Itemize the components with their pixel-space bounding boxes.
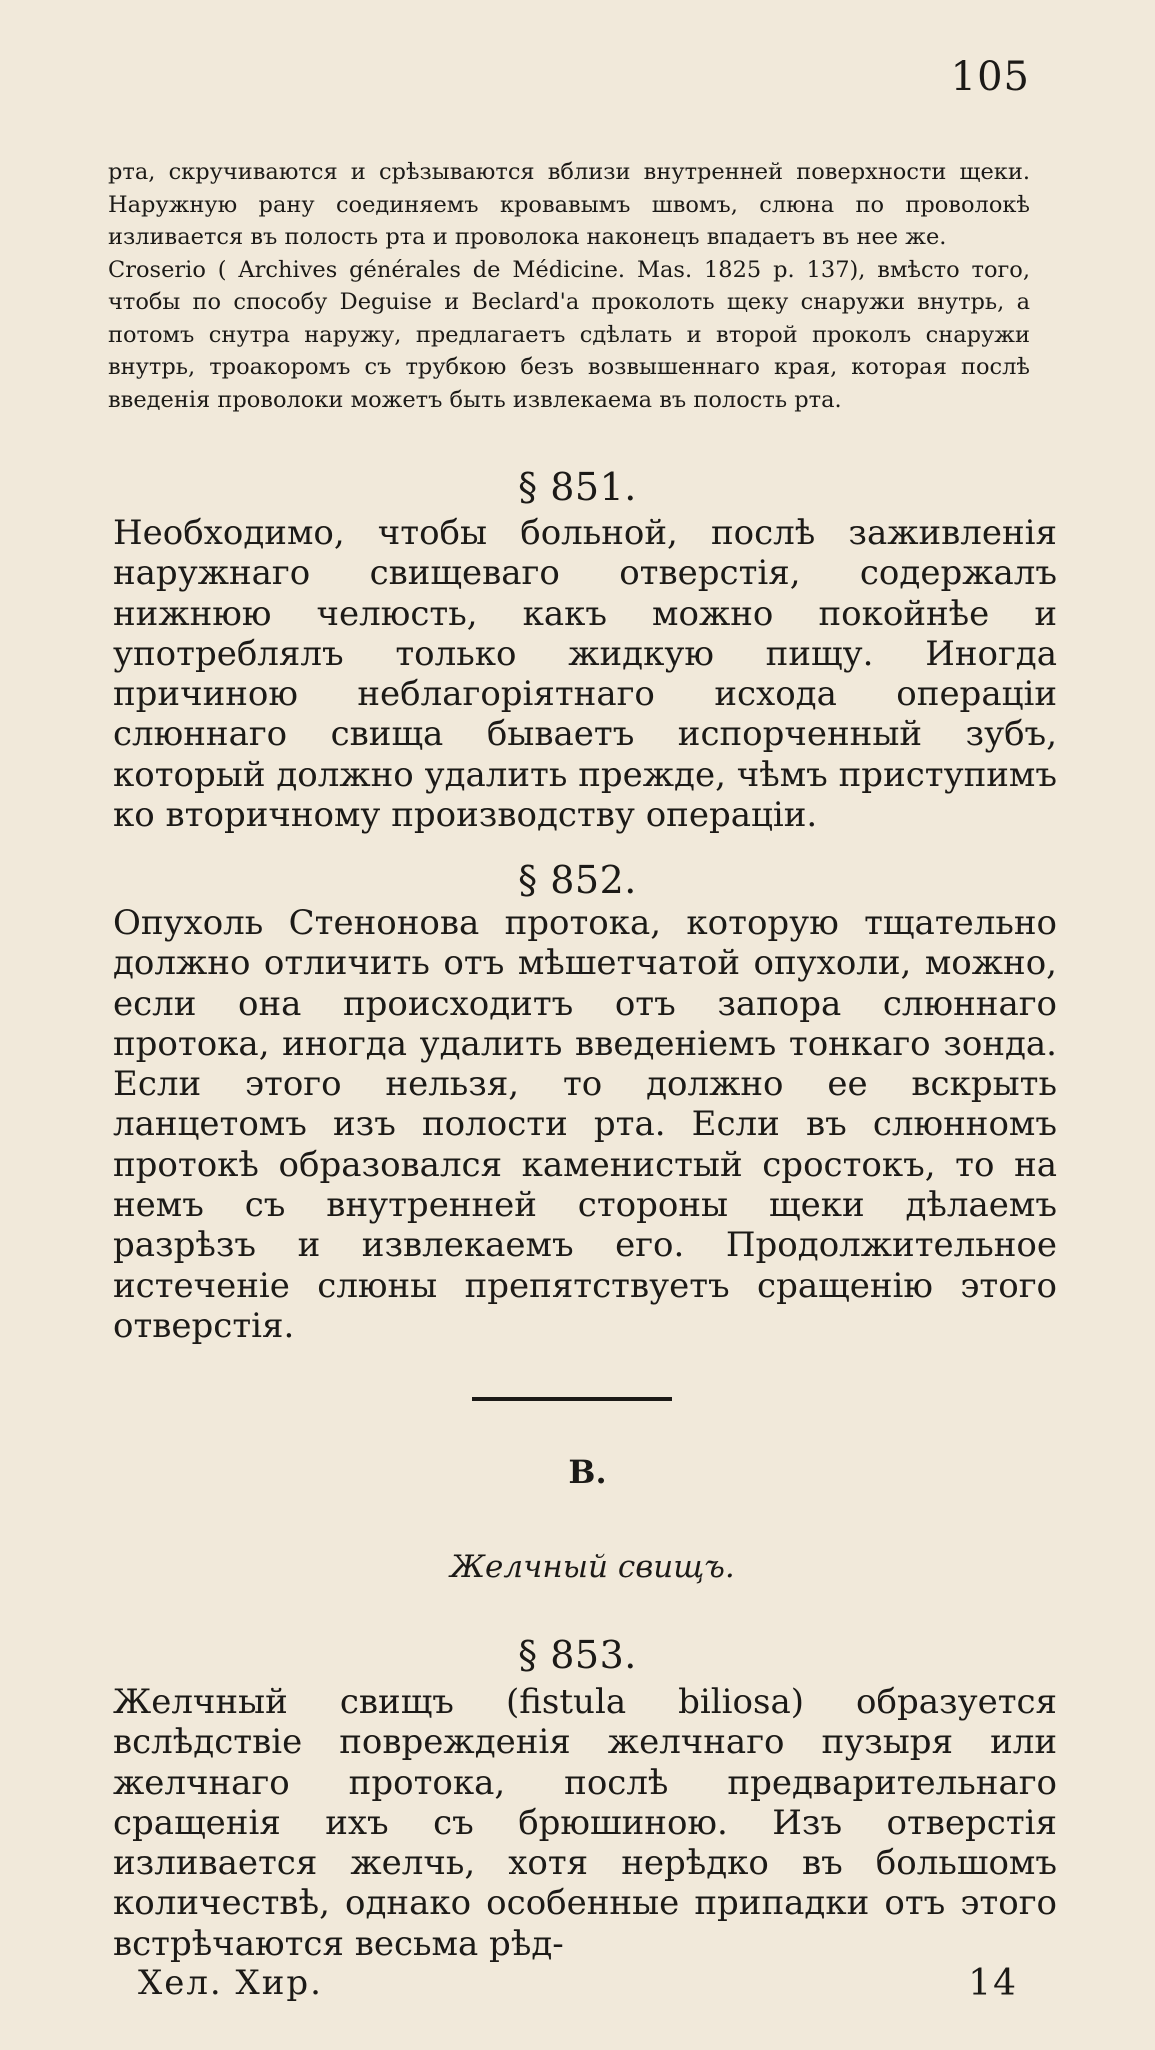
page-number: 105 xyxy=(950,54,1030,100)
subsection-letter: B. xyxy=(568,1453,607,1491)
section-heading-853: § 853. xyxy=(518,1633,637,1677)
footer-sheet-number: 14 xyxy=(968,1963,1018,2004)
footnote-block xyxy=(108,156,1030,416)
section-paragraph-853: Желчный свищъ (fistula biliosa) образуется вслѣдствіе поврежденія желчнаго пузыря или желчнаго протока, послѣ предварительнаго сращенія ихъ съ брюшиною. Изъ отверстія изливается желчь, хотя нерѣдко въ большомъ количествѣ, однако особенные припадки отъ этого встрѣчаются весьма рѣд- xyxy=(113,1682,1057,1964)
section-heading-851: § 851. xyxy=(518,465,637,509)
footnote-paragraph: рта, скручиваются и срѣзываются вблизи внутренней поверхности щеки. Наружную рану соединяемъ кровавымъ швомъ, слюна по проволокѣ изливается въ полость рта и проволока наконецъ впадаетъ въ нее же. xyxy=(108,159,1030,250)
footnote-paragraph: Croserio ( Archives générales de Médicine. Mas. 1825 p. 137), вмѣсто того, чтобы по способу Deguise и Beclard'а проколоть щеку снаружи внутрь, а потомъ снутра наружу, предлагаетъ сдѣлать и второй проколъ снаружи внутрь, троакоромъ съ трубкою безъ возвышеннаго края, которая послѣ введенія проволоки можетъ быть извлекаема въ полость рта. xyxy=(108,256,1030,413)
subsection-title: Желчный свищъ. xyxy=(450,1549,735,1585)
section-paragraph-851: Необходимо, чтобы больной, послѣ заживленія наружнаго свищеваго отверстія, содержалъ нижнюю челюсть, какъ можно покойнѣе и употреблялъ только жидкую пищу. Иногда причиною неблагоріятнаго исхода операціи слюннаго свища бываетъ испорченный зубъ, который должно удалить прежде, чѣмъ приступимъ ко вторичному производству операціи. xyxy=(113,513,1057,836)
section-heading-852: § 852. xyxy=(518,858,637,902)
footer-signature: Хел. Хир. xyxy=(138,1963,323,2003)
page-footer xyxy=(138,1963,1018,2003)
section-paragraph-852: Опухоль Стенонова протока, которую тщательно должно отличить отъ мѣшетчатой опухоли, можно, если она происходитъ отъ запора слюннаго протока, иногда удалить введеніемъ тонкаго зонда. Если этого нельзя, то должно ее вскрыть ланцетомъ изъ полости рта. Если въ слюнномъ протокѣ образовался каменистый сростокъ, то на немъ съ внутренней стороны щеки дѣлаемъ разрѣзъ и извлекаемъ его. Продолжительное истеченіе слюны препятствуетъ сращенію этого отверстія. xyxy=(113,903,1057,1346)
section-divider-rule xyxy=(472,1397,672,1401)
